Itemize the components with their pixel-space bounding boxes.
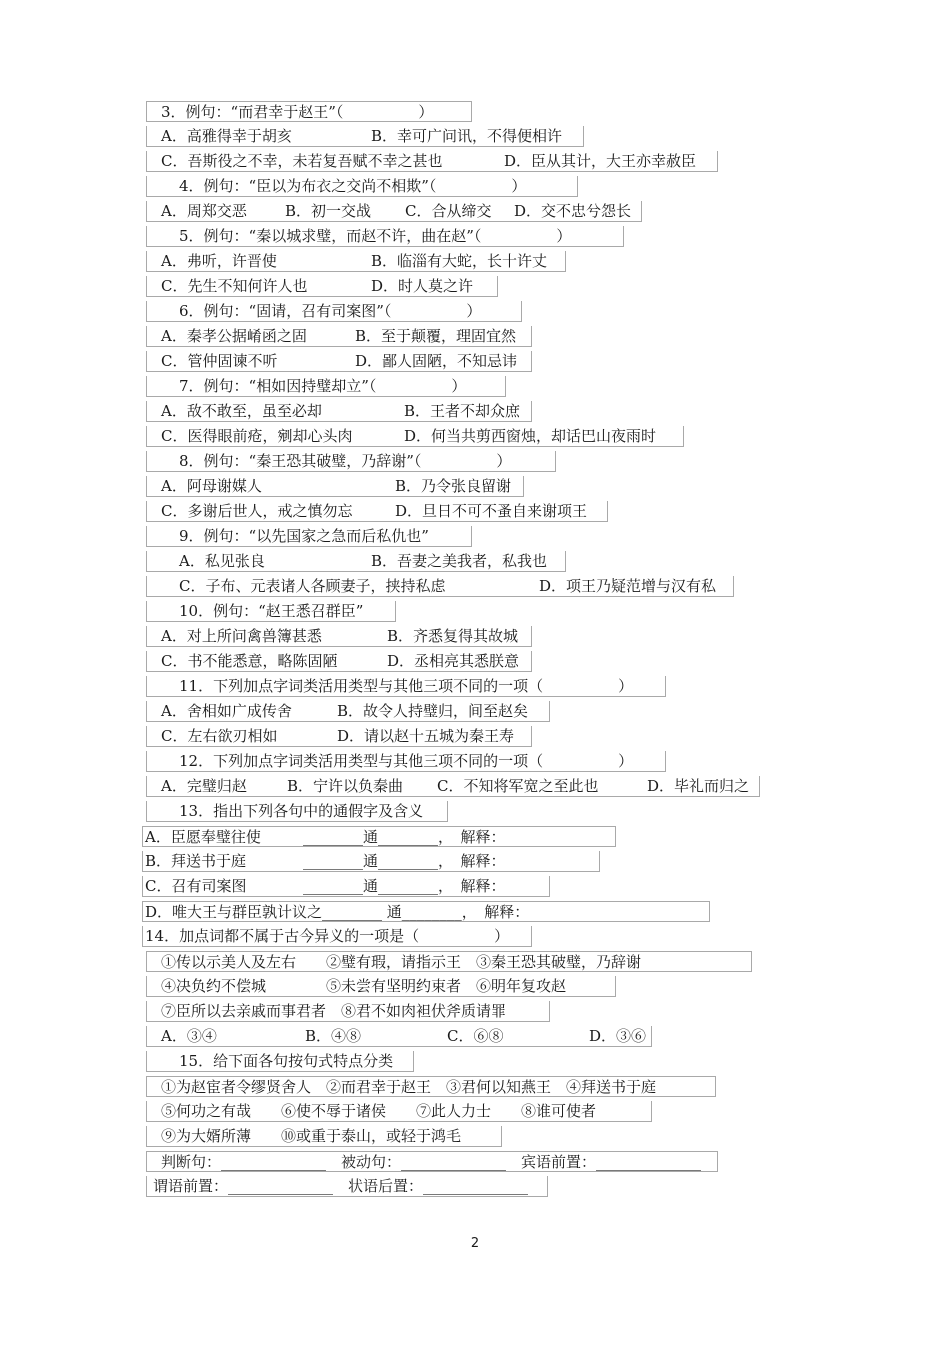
question-9-options-cd: C．子布、元表诸人各顾妻子，挟持私虑 D．项王乃疑范增与汉有私 <box>146 576 734 597</box>
question-14-line-1: ①传以示美人及左右 ②璧有瑕，请指示王 ③秦王恐其破璧，乃辞谢 <box>146 951 752 972</box>
question-14-options: A．③④ B．④⑧ C．⑥⑧ D．③⑥ <box>146 1026 652 1047</box>
question-13-item-b: B．拜送书于庭 ________通________， 解释： <box>142 851 600 872</box>
question-5-options-cd: C．先生不知何许人也 D．时人莫之许 <box>146 276 498 297</box>
question-11-options-ab: A．舍相如广成传舍 B．故令人持璧归，间至赵矣 <box>146 701 550 722</box>
question-3-options-ab: A．高雅得幸于胡亥 B．幸可广问讯，不得便相许 <box>146 126 584 147</box>
question-10-options-cd: C．书不能悉意，略陈固陋 D．丞相亮其悉朕意 <box>146 651 532 672</box>
question-15-line-1: ①为赵宦者令缪贤舍人 ②而君幸于赵王 ③君何以知燕王 ④拜送书于庭 <box>146 1076 716 1097</box>
question-3-options-cd: C．吾斯役之不幸，未若复吾赋不幸之甚也 D．臣从其计，大王亦幸赦臣 <box>146 151 718 172</box>
question-11: 11．下列加点字词类活用类型与其他三项不同的一项（ ） <box>146 676 666 697</box>
question-15: 15．给下面各句按句式特点分类 <box>146 1051 414 1072</box>
question-13-item-a: A．臣愿奉璧往使 ________通________， 解释： <box>142 826 616 847</box>
page-number: 2 <box>470 1236 480 1251</box>
question-4-options: A．周郑交恶 B．初一交战 C．合从缔交 D．交不忠兮怨长 <box>146 201 642 222</box>
question-8-options-cd: C．多谢后世人，戒之慎勿忘 D．旦日不可不蚤自来谢项王 <box>146 501 608 522</box>
question-6-options-ab: A．秦孝公据崤函之固 B．至于颠覆，理固宜然 <box>146 326 532 347</box>
question-11-options-cd: C．左右欲刃相如 D．请以赵十五城为秦王寿 <box>146 726 532 747</box>
question-14-line-2: ④决负约不偿城 ⑤未尝有坚明约束者 ⑥明年复攻赵 <box>146 976 616 997</box>
question-8: 8．例句：“秦王恐其破璧，乃辞谢”（ ） <box>146 451 556 472</box>
question-7-options-ab: A．敌不敢至，虽至必却 B．王者不却众庶 <box>146 401 532 422</box>
question-15-line-2: ⑤何功之有哉 ⑥使不辱于诸侯 ⑦此人力士 ⑧谁可使者 <box>146 1101 652 1122</box>
question-14-line-3: ⑦臣所以去亲戚而事君者 ⑧君不如肉袒伏斧质请罪 <box>146 1001 550 1022</box>
question-15-answer-line-1: 判断句：______________ 被动句：______________ 宾语前置：______________ <box>146 1151 718 1172</box>
question-9-options-ab: A．私见张良 B．吾妻之美我者，私我也 <box>146 551 566 572</box>
question-14: 14．加点词都不属于古今异义的一项是（ ） <box>142 926 532 947</box>
question-6-options-cd: C．管仲固谏不听 D．鄙人固陋，不知忌讳 <box>146 351 532 372</box>
question-13: 13．指出下列各句中的通假字及含义 <box>146 801 448 822</box>
question-5-options-ab: A．弗听，许晋使 B．临淄有大蛇，长十许丈 <box>146 251 566 272</box>
question-12: 12．下列加点字词类活用类型与其他三项不同的一项（ ） <box>146 751 666 772</box>
question-13-item-d: D．唯大王与群臣孰计议之________ 通________， 解释： <box>142 901 710 922</box>
question-10: 10．例句：“赵王悉召群臣” <box>146 601 396 622</box>
question-15-line-3: ⑨为大婿所薄 ⑩或重于泰山，或轻于鸿毛 <box>146 1126 502 1147</box>
question-4: 4．例句：“臣以为布衣之交尚不相欺”（ ） <box>146 176 578 197</box>
question-9: 9．例句：“以先国家之急而后私仇也” <box>146 526 472 547</box>
question-7-options-cd: C．医得眼前疮，剜却心头肉 D．何当共剪西窗烛，却话巴山夜雨时 <box>146 426 684 447</box>
question-3: 3．例句：“而君幸于赵王”（ ） <box>146 101 472 122</box>
question-12-options: A．完璧归赵 B．宁许以负秦曲 C．不知将军宽之至此也 D．毕礼而归之 <box>146 776 760 797</box>
question-10-options-ab: A．对上所问禽兽簿甚悉 B．齐悉复得其故城 <box>146 626 532 647</box>
question-7: 7．例句：“相如因持璧却立”（ ） <box>146 376 506 397</box>
question-8-options-ab: A．阿母谢媒人 B．乃令张良留谢 <box>146 476 524 497</box>
question-6: 6．例句：“固请，召有司案图”（ ） <box>146 301 522 322</box>
question-5: 5．例句：“秦以城求璧，而赵不许，曲在赵”（ ） <box>146 226 624 247</box>
question-13-item-c: C．召有司案图 ________通________， 解释： <box>142 876 550 897</box>
question-15-answer-line-2: 谓语前置：______________ 状语后置：______________ <box>146 1176 548 1197</box>
